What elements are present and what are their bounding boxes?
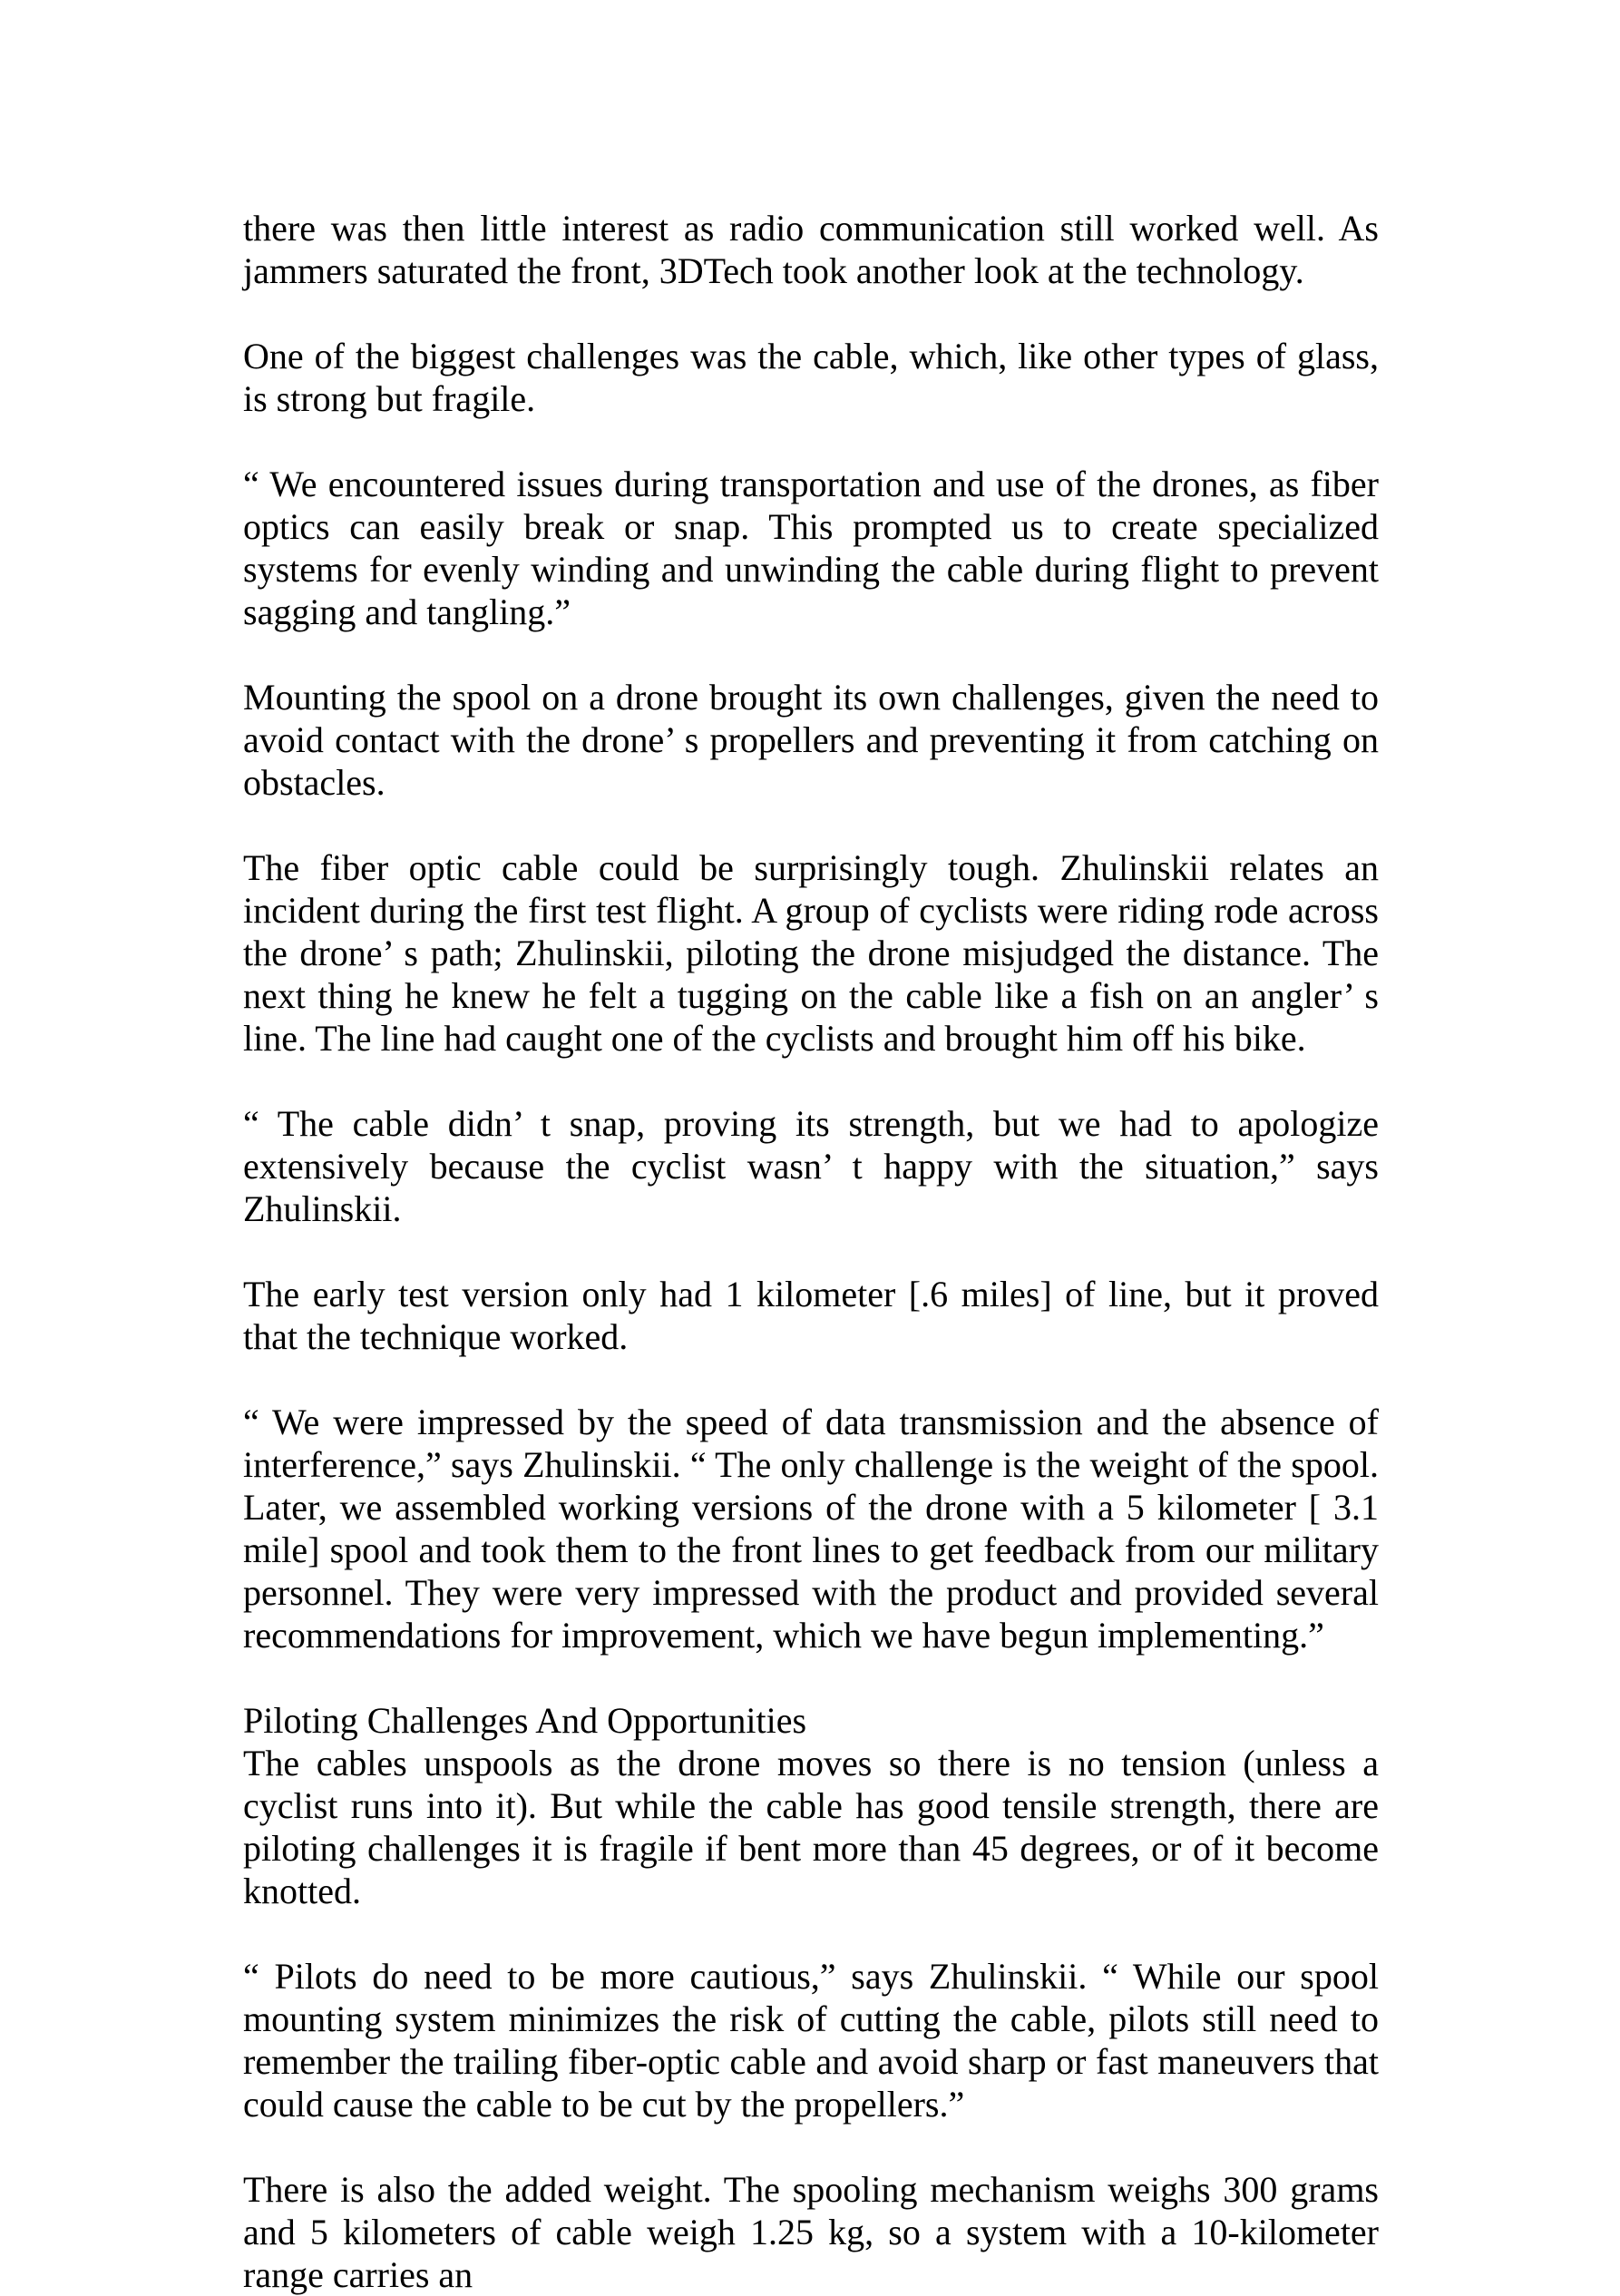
paragraph: There is also the added weight. The spooling mechanism weighs 300 grams and 5 kilometers of cable weigh 1.25 kg, so a system with a 10-kilometer range carries an [243, 2169, 1379, 2295]
paragraph: Mounting the spool on a drone brought its own challenges, given the need to avoid contact with the drone’ s propellers and preventing it from catching on obstacles. [243, 677, 1379, 803]
paragraph: The cables unspools as the drone moves so there is no tension (unless a cyclist runs into it). But while the cable has good tensile strength, there are piloting challenges it is fragile if bent more than 45 degrees, or of it become knotted. [243, 1743, 1379, 1911]
paragraph: “ The cable didn’ t snap, proving its strength, but we had to apologize extensively because the cyclist wasn’ t happy with the situation,” says Zhulinskii. [243, 1103, 1379, 1229]
paragraph: The early test version only had 1 kilometer [.6 miles] of line, but it proved that the technique worked. [243, 1274, 1379, 1357]
paragraph: there was then little interest as radio communication still worked well. As jammers saturated the front, 3DTech took another look at the technology. [243, 208, 1379, 291]
paragraph: “ We were impressed by the speed of data transmission and the absence of interference,” says Zhulinskii. “ The only challenge is the weight of the spool. Later, we assembled working versions of the drone with a 5 kilometer [ 3.1 mile] spool and took them to the front lines to get feedback from our military personnel. They were very impressed with the product and provided several recommendations for improvement, which we have begun implementing.” [243, 1402, 1379, 1656]
paragraph: “ We encountered issues during transportation and use of the drones, as fiber optics can easily break or snap. This prompted us to create specialized systems for evenly winding and unwinding the cable during flight to prevent sagging and tangling.” [243, 464, 1379, 632]
paragraph: “ Pilots do need to be more cautious,” says Zhulinskii. “ While our spool mounting system minimizes the risk of cutting the cable, pilots still need to remember the trailing fiber-optic cable and avoid sharp or fast maneuvers that could cause the cable to be cut by the propellers.” [243, 1956, 1379, 2125]
section-heading: Piloting Challenges And Opportunities [243, 1700, 807, 1741]
paragraph: One of the biggest challenges was the cable, which, like other types of glass, is strong but fragile. [243, 336, 1379, 419]
paragraph: The fiber optic cable could be surprisingly tough. Zhulinskii relates an incident during the first test flight. A group of cyclists were riding rode across the drone’ s path; Zhulinskii, piloting the drone misjudged the distance. The next thing he knew he felt a tugging on the cable like a fish on an angler’ s line. The line had caught one of the cyclists and brought him off his bike. [243, 847, 1379, 1059]
